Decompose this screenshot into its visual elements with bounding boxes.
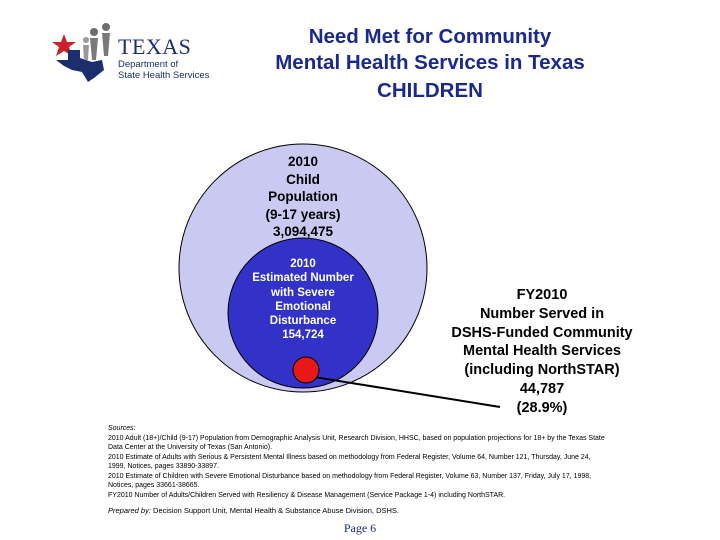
- served-line: 44,787: [519, 380, 565, 397]
- prepared-by-label: Prepared by:: [108, 506, 151, 515]
- served-line: Number Served in: [479, 305, 605, 322]
- title-line2: Mental Health Services in Texas: [275, 51, 585, 74]
- served-line: (including NorthSTAR): [464, 362, 620, 379]
- logo-line1: TEXAS: [118, 34, 192, 59]
- served-circle: [293, 357, 319, 383]
- outer-label-line: 3,094,475: [272, 224, 334, 239]
- title-line3: CHILDREN: [377, 79, 483, 102]
- child-population-label: [248, 153, 358, 241]
- served-line: DSHS-Funded Community: [451, 324, 633, 341]
- logo-line3: State Health Services: [118, 69, 210, 81]
- outer-label-line: (9-17 years): [265, 206, 341, 222]
- served-line: FY2010: [516, 287, 568, 303]
- outer-label-line: 2010: [287, 154, 319, 169]
- fy2010-served-label: [432, 286, 652, 418]
- served-line: Mental Health Services: [463, 343, 621, 360]
- source-line: FY2010 Number of Adults/Children Served with Resiliency & Disease Management (Service Package 1-4) including NorthSTAR.: [108, 491, 506, 499]
- outer-label-line: Child: [286, 171, 320, 187]
- sources-block: [108, 424, 608, 500]
- source-line: 2010 Adult (18+)/Child (9-17) Population from Demographic Analysis Unit, Research Division, HHSC, based on population projections for 18+ by the Texas State Data Center at the University of Texas (San Antonio).: [108, 434, 605, 451]
- inner-label-line: 2010: [290, 258, 316, 270]
- source-line: 2010 Estimate of Children with Severe Emotional Disturbance based on methodology from Federal Register, Volume 63, Number 137, Friday, July 17, 1998, Notices, pages 33661-38665.: [108, 472, 592, 489]
- sources-heading: Sources:: [108, 425, 136, 432]
- inner-label-line: Disturbance: [269, 315, 337, 328]
- title-line1: Need Met for Community: [308, 25, 552, 48]
- served-line: (28.9%): [516, 399, 568, 416]
- source-line: 2010 Estimate of Adults with Serious & Persistent Mental Illness based on methodology from Federal Register, Volume 64, Number 121, Thursday, June 24, 1999, Notices, pages 33890-33897.: [108, 453, 591, 470]
- inner-label-line: Emotional: [275, 300, 331, 313]
- page-number: Page 6: [343, 521, 377, 535]
- inner-label-line: 154,724: [282, 329, 324, 342]
- inner-label-line: Estimated Number: [252, 272, 354, 285]
- inner-label-line: with Severe: [271, 286, 335, 299]
- prepared-by-text: Decision Support Unit, Mental Health & Substance Abuse Division, DSHS.: [150, 506, 399, 515]
- logo-line2: Department of: [118, 59, 179, 70]
- outer-label-line: Population: [268, 189, 338, 204]
- prepared-by: [108, 506, 608, 515]
- sed-estimate-label: [248, 257, 358, 343]
